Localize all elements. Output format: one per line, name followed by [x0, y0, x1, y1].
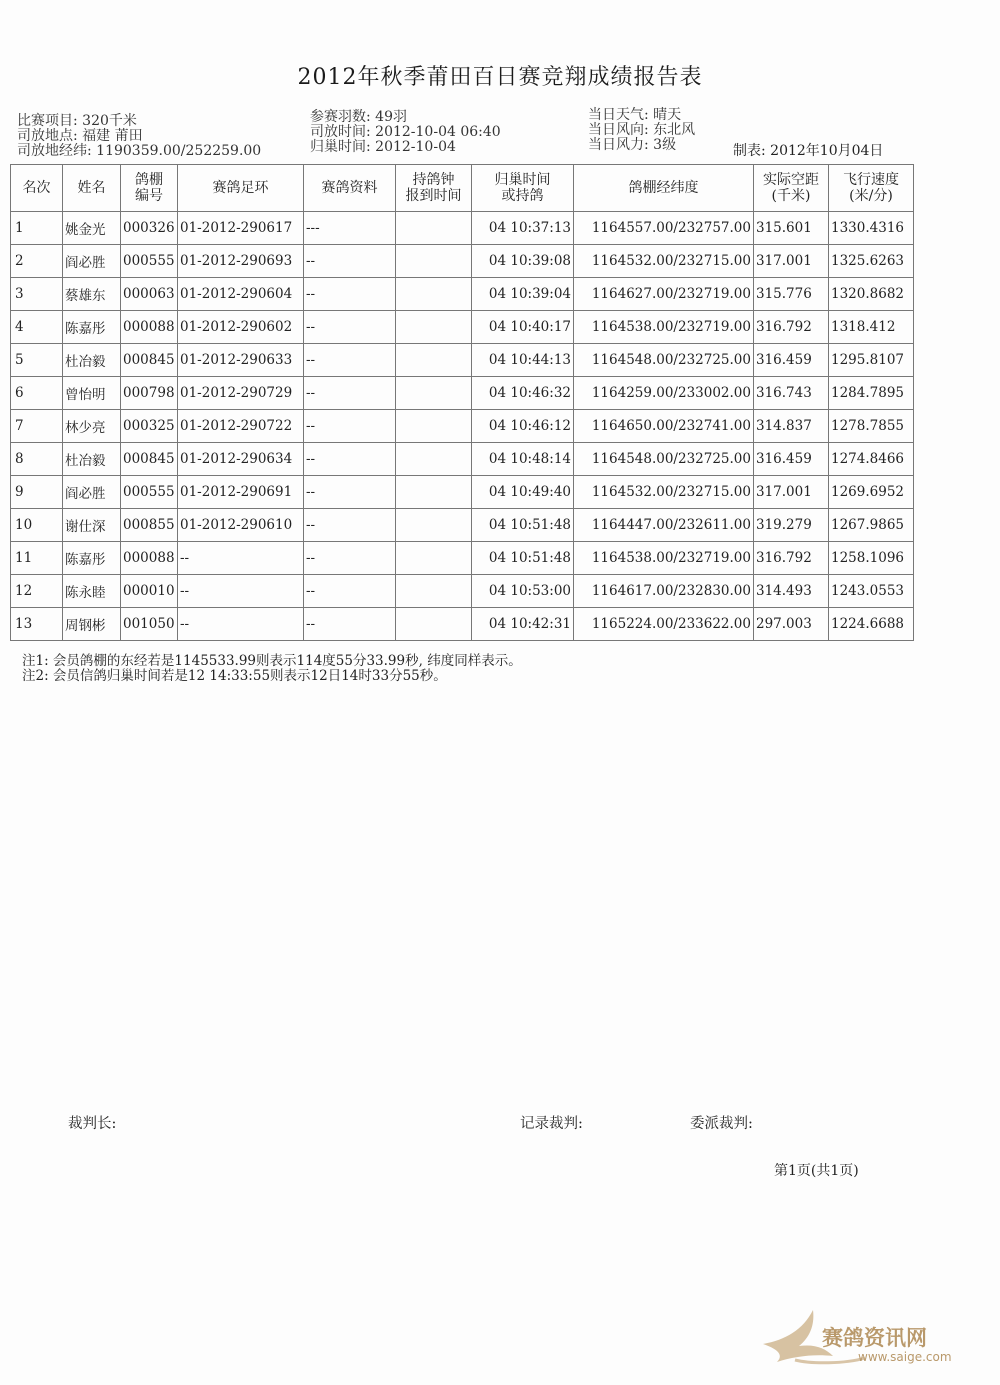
- clock-time-cell: [396, 311, 472, 344]
- name-cell: 杜冶毅: [63, 443, 121, 476]
- speed-cell: 1267.9865: [829, 509, 914, 542]
- clock-time-cell: [396, 377, 472, 410]
- speed-cell: 1318.412: [829, 311, 914, 344]
- coordinates-cell: 1164259.00/233002.00: [574, 377, 754, 410]
- pigeon-info-cell: --: [304, 278, 396, 311]
- table-row: [11, 542, 914, 575]
- pigeon-info-cell: --: [304, 410, 396, 443]
- release-time: 司放时间: 2012-10-04 06:40: [310, 124, 501, 140]
- coordinates-cell: 1164538.00/232719.00: [574, 542, 754, 575]
- distance-cell: 316.792: [754, 542, 829, 575]
- rank-cell: 5: [11, 344, 63, 377]
- ring-cell: 01-2012-290610: [178, 509, 304, 542]
- name-cell: 陈永睦: [63, 575, 121, 608]
- ring-cell: --: [178, 542, 304, 575]
- name-cell: 蔡雄东: [63, 278, 121, 311]
- return-time-cell: 04 10:46:12: [472, 410, 574, 443]
- return-time-cell: 04 10:48:14: [472, 443, 574, 476]
- name-cell: 林少亮: [63, 410, 121, 443]
- name-cell: 谢仕深: [63, 509, 121, 542]
- clock-time-cell: [396, 509, 472, 542]
- coordinates-cell: 1164617.00/232830.00: [574, 575, 754, 608]
- distance-cell: 314.837: [754, 410, 829, 443]
- rank-cell: 3: [11, 278, 63, 311]
- return-time-cell: 04 10:39:04: [472, 278, 574, 311]
- name-cell: 陈嘉彤: [63, 311, 121, 344]
- delegated-referee-label: 委派裁判:: [690, 1116, 753, 1132]
- name-cell: 陈嘉彤: [63, 542, 121, 575]
- results-table: [10, 164, 914, 641]
- coordinates-cell: 1164532.00/232715.00: [574, 245, 754, 278]
- distance-cell: 297.003: [754, 608, 829, 641]
- ring-cell: --: [178, 608, 304, 641]
- info-column-2: [310, 110, 501, 155]
- coordinates-cell: 1164557.00/232757.00: [574, 212, 754, 245]
- table-header-row: [11, 165, 914, 212]
- recording-referee-label: 记录裁判:: [520, 1116, 583, 1132]
- loft-id-cell: 000063: [121, 278, 178, 311]
- loft-id-cell: 000845: [121, 344, 178, 377]
- report-title: 2012年秋季莆田百日赛竞翔成绩报告表: [297, 65, 703, 90]
- clock-time-cell: [396, 410, 472, 443]
- pigeon-info-cell: --: [304, 245, 396, 278]
- pigeon-info-cell: --: [304, 311, 396, 344]
- loft-id-cell: 000325: [121, 410, 178, 443]
- return-time-cell: 04 10:37:13: [472, 212, 574, 245]
- pigeon-info-cell: --: [304, 608, 396, 641]
- table-row: [11, 509, 914, 542]
- weather: 当日天气: 晴天: [588, 107, 682, 123]
- table-row: [11, 245, 914, 278]
- coordinates-cell: 1164532.00/232715.00: [574, 476, 754, 509]
- name-cell: 曾怡明: [63, 377, 121, 410]
- coordinates-cell: 1164538.00/232719.00: [574, 311, 754, 344]
- rank-cell: 9: [11, 476, 63, 509]
- coordinates-cell: 1164447.00/232611.00: [574, 509, 754, 542]
- note-1: 注1: 会员鸽棚的东经若是1145533.99则表示114度55分33.99秒, 纬度同样表示。: [22, 653, 522, 669]
- coordinates-cell: 1165224.00/233622.00: [574, 608, 754, 641]
- column-header: 鸽棚经纬度: [574, 165, 754, 212]
- info-column-1: [17, 114, 261, 159]
- distance-cell: 316.459: [754, 344, 829, 377]
- loft-id-cell: 001050: [121, 608, 178, 641]
- coordinates-cell: 1164650.00/232741.00: [574, 410, 754, 443]
- table-row: [11, 575, 914, 608]
- loft-id-cell: 000010: [121, 575, 178, 608]
- column-header: 名次: [11, 165, 63, 212]
- loft-id-cell: 000555: [121, 476, 178, 509]
- loft-id-cell: 000088: [121, 542, 178, 575]
- table-row: [11, 443, 914, 476]
- rank-cell: 8: [11, 443, 63, 476]
- entry-count: 参赛羽数: 49羽: [310, 109, 407, 125]
- table-row: [11, 410, 914, 443]
- speed-cell: 1269.6952: [829, 476, 914, 509]
- ring-cell: 01-2012-290729: [178, 377, 304, 410]
- pigeon-info-cell: --: [304, 542, 396, 575]
- column-header: 赛鸽足环: [178, 165, 304, 212]
- ring-cell: 01-2012-290722: [178, 410, 304, 443]
- distance-cell: 315.776: [754, 278, 829, 311]
- page-number: 第1页(共1页): [774, 1163, 859, 1179]
- clock-time-cell: [396, 278, 472, 311]
- distance-cell: 316.459: [754, 443, 829, 476]
- speed-cell: 1295.8107: [829, 344, 914, 377]
- name-cell: 阎必胜: [63, 245, 121, 278]
- distance-cell: 316.743: [754, 377, 829, 410]
- rank-cell: 7: [11, 410, 63, 443]
- name-cell: 姚金光: [63, 212, 121, 245]
- loft-id-cell: 000798: [121, 377, 178, 410]
- clock-time-cell: [396, 344, 472, 377]
- return-time-cell: 04 10:51:48: [472, 542, 574, 575]
- speed-cell: 1258.1096: [829, 542, 914, 575]
- notes: [22, 654, 522, 684]
- return-time-cell: 04 10:53:00: [472, 575, 574, 608]
- pigeon-info-cell: --: [304, 575, 396, 608]
- name-cell: 周钢彬: [63, 608, 121, 641]
- column-header: 归巢时间 或持鸽: [472, 165, 574, 212]
- distance-cell: 315.601: [754, 212, 829, 245]
- ring-cell: --: [178, 575, 304, 608]
- rank-cell: 13: [11, 608, 63, 641]
- clock-time-cell: [396, 443, 472, 476]
- ring-cell: 01-2012-290693: [178, 245, 304, 278]
- column-header: 飞行速度 (米/分): [829, 165, 914, 212]
- speed-cell: 1320.8682: [829, 278, 914, 311]
- ring-cell: 01-2012-290602: [178, 311, 304, 344]
- speed-cell: 1274.8466: [829, 443, 914, 476]
- table-row: [11, 377, 914, 410]
- return-time-cell: 04 10:49:40: [472, 476, 574, 509]
- speed-cell: 1224.6688: [829, 608, 914, 641]
- loft-id-cell: 000845: [121, 443, 178, 476]
- ring-cell: 01-2012-290634: [178, 443, 304, 476]
- coordinates-cell: 1164627.00/232719.00: [574, 278, 754, 311]
- return-time-cell: 04 10:51:48: [472, 509, 574, 542]
- table-row: [11, 608, 914, 641]
- distance-cell: 316.792: [754, 311, 829, 344]
- wind-direction: 当日风向: 东北风: [588, 122, 696, 138]
- clock-time-cell: [396, 575, 472, 608]
- distance-cell: 317.001: [754, 476, 829, 509]
- rank-cell: 1: [11, 212, 63, 245]
- race-distance: 比赛项目: 320千米: [17, 113, 137, 129]
- rank-cell: 10: [11, 509, 63, 542]
- column-header: 实际空距 (千米): [754, 165, 829, 212]
- info-column-3: [588, 108, 695, 153]
- table-row: [11, 476, 914, 509]
- clock-time-cell: [396, 476, 472, 509]
- return-time-cell: 04 10:44:13: [472, 344, 574, 377]
- table-body: [11, 212, 914, 641]
- clock-time-cell: [396, 542, 472, 575]
- rank-cell: 2: [11, 245, 63, 278]
- ring-cell: 01-2012-290617: [178, 212, 304, 245]
- watermark-url: www.saige.com: [858, 1350, 952, 1364]
- clock-time-cell: [396, 608, 472, 641]
- table-row: [11, 278, 914, 311]
- rank-cell: 11: [11, 542, 63, 575]
- watermark-text: 赛鸽资讯网: [822, 1326, 927, 1350]
- speed-cell: 1325.6263: [829, 245, 914, 278]
- wind-force: 当日风力: 3级: [588, 137, 677, 153]
- return-time-cell: 04 10:40:17: [472, 311, 574, 344]
- loft-id-cell: 000855: [121, 509, 178, 542]
- pigeon-info-cell: --: [304, 509, 396, 542]
- ring-cell: 01-2012-290691: [178, 476, 304, 509]
- coordinates-cell: 1164548.00/232725.00: [574, 344, 754, 377]
- column-header: 赛鸽资料: [304, 165, 396, 212]
- column-header: 姓名: [63, 165, 121, 212]
- pigeon-info-cell: ---: [304, 212, 396, 245]
- pigeon-info-cell: --: [304, 344, 396, 377]
- release-coordinates: 司放地经纬: 1190359.00/252259.00: [17, 143, 262, 159]
- speed-cell: 1330.4316: [829, 212, 914, 245]
- column-header: 持鸽钟 报到时间: [396, 165, 472, 212]
- table-row: [11, 344, 914, 377]
- column-header: 鸽棚 编号: [121, 165, 178, 212]
- return-date: 归巢时间: 2012-10-04: [310, 139, 456, 155]
- clock-time-cell: [396, 245, 472, 278]
- rank-cell: 12: [11, 575, 63, 608]
- pigeon-info-cell: --: [304, 476, 396, 509]
- speed-cell: 1284.7895: [829, 377, 914, 410]
- release-location: 司放地点: 福建 莆田: [17, 128, 143, 144]
- return-time-cell: 04 10:46:32: [472, 377, 574, 410]
- return-time-cell: 04 10:42:31: [472, 608, 574, 641]
- loft-id-cell: 000088: [121, 311, 178, 344]
- distance-cell: 314.493: [754, 575, 829, 608]
- loft-id-cell: 000555: [121, 245, 178, 278]
- return-time-cell: 04 10:39:08: [472, 245, 574, 278]
- name-cell: 阎必胜: [63, 476, 121, 509]
- loft-id-cell: 000326: [121, 212, 178, 245]
- rank-cell: 4: [11, 311, 63, 344]
- chief-referee-label: 裁判长:: [68, 1116, 117, 1132]
- pigeon-info-cell: --: [304, 377, 396, 410]
- speed-cell: 1278.7855: [829, 410, 914, 443]
- name-cell: 杜冶毅: [63, 344, 121, 377]
- ring-cell: 01-2012-290604: [178, 278, 304, 311]
- note-2: 注2: 会员信鸽归巢时间若是12 14:33:55则表示12日14时33分55秒。: [22, 668, 447, 684]
- pigeon-info-cell: --: [304, 443, 396, 476]
- coordinates-cell: 1164548.00/232725.00: [574, 443, 754, 476]
- table-row: [11, 212, 914, 245]
- ring-cell: 01-2012-290633: [178, 344, 304, 377]
- speed-cell: 1243.0553: [829, 575, 914, 608]
- distance-cell: 319.279: [754, 509, 829, 542]
- distance-cell: 317.001: [754, 245, 829, 278]
- clock-time-cell: [396, 212, 472, 245]
- table-row: [11, 311, 914, 344]
- rank-cell: 6: [11, 377, 63, 410]
- made-date: 制表: 2012年10月04日: [733, 143, 884, 159]
